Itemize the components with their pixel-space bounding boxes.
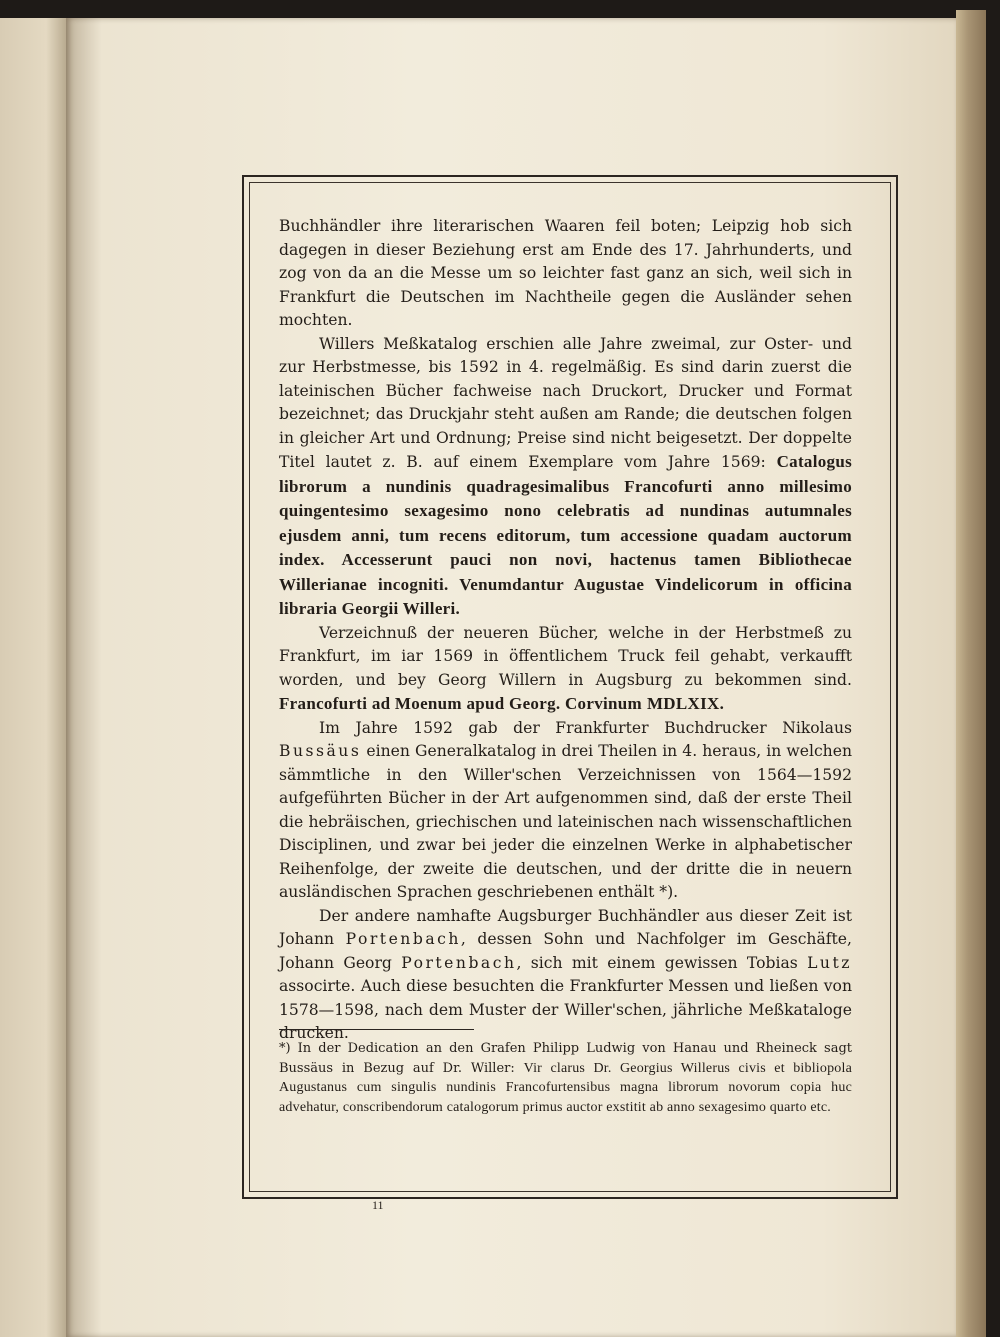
paragraph-4 — [279, 717, 852, 905]
page-number: 11 — [372, 1198, 384, 1212]
paragraph-5-c: , sich mit einem gewissen Tobias — [516, 953, 798, 972]
name-bussaeus: Bussäus — [279, 742, 362, 760]
imprint-latin: Francofurti ad Moenum apud Georg. Corvinum — [279, 694, 642, 713]
footnote-latin: Vir clarus Dr. Georgius Willerus civis et bibliopola Augustanus cum singulis nundinis Francofurtensibus magna librorum novorum copia huc advehatur, conscribendorum catalogorum primus auctor exstitit ab anno sexagesimo quarto etc. — [279, 1060, 852, 1115]
book-edge — [956, 10, 986, 1337]
left-page-edge — [0, 18, 66, 1337]
paragraph-2 — [279, 333, 852, 622]
paragraph-5-b: , dessen Sohn und Nachfolger im Geschäfte, Johann Georg — [279, 930, 852, 972]
paragraph-2-intro: Willers Meßkatalog erschien alle Jahre zweimal, zur Oster- und zur Herbstmesse, bis 1592 in 4. regelmäßig. Es sind darin zuerst die lateinischen Bücher fachweise nach Druckort, Drucker und Format bezeichnet; das Druckjahr steht außen am Rande; die deutschen folgen in gleicher Art und Ordnung; Preise sind nicht beigesetzt. Der doppelte Titel lautet z. B. auf einem Exemplare vom Jahre 1569: — [279, 334, 852, 471]
name-portenbach-2: Portenbach — [401, 953, 517, 972]
paragraph-3 — [279, 622, 852, 717]
footnote-german: *) In der Dedication an den Grafen Philipp Ludwig von Hanau und Rheineck sagt Bussäus in Bezug auf Dr. Willer: — [279, 1041, 852, 1076]
footnote-rule — [279, 1029, 474, 1030]
catalog-latin-title: Catalogus librorum a nundinis quadragesimalibus Francofurti anno millesimo quingentesimo sexagesimo nono celebratis ad nundinas autumnales ejusdem anni, tum recens editorum, tum accessione quadam auctorum index. Accesserunt pauci non novi, hactenus tamen Bibliothecae Willerianae incogniti. Venumdantur Augustae Vindelicorum in officina libraria Georgii Willeri. — [279, 452, 852, 618]
footnote — [279, 1039, 852, 1117]
paragraph-5-d: associrte. Auch diese besuchten die Frankfurter Messen und ließen von 1578—1598, nach dem Muster der Willer'schen, jährliche Meßkataloge drucken. — [279, 977, 852, 1042]
paragraph-1: Buchhändler ihre literarischen Waaren feil boten; Leipzig hob sich dagegen in dieser Beziehung erst am Ende des 17. Jahrhunderts, und zog von da an die Messe um so leichter fast ganz an sich, weil sich in Frankfurt die Deutschen im Nachtheile gegen die Ausländer sehen mochten. — [279, 217, 852, 329]
name-lutz: Lutz — [807, 953, 852, 972]
catalog-german-title: Verzeichnuß der neueren Bücher, welche in der Herbstmeß zu Frankfurt, im iar 1569 in öffentlichem Truck feil gehabt, verkaufft worden, und bey Georg Willern in Augsburg zu bekommen sind. — [279, 623, 852, 689]
book-page — [66, 18, 956, 1337]
imprint-year: MDLXIX. — [646, 694, 725, 713]
paragraph-5 — [279, 905, 852, 1046]
paragraph-4-a: Im Jahre 1592 gab der Frankfurter Buchdrucker Nikolaus — [319, 718, 852, 737]
paragraph-4-b: einen Generalkatalog in drei Theilen in 4. heraus, in welchen sämmtliche in den Willer'schen Verzeichnissen von 1564—1592 aufgeführten Bücher in der Art aufgenommen sind, daß der erste Theil die hebräischen, griechischen und lateinischen nach wissenschaftlichen Disciplinen, und zwar bei jeder die einzelnen Werke in alphabetischer Reihenfolge, der zweite die deutschen, und der dritte die in neuern ausländischen Sprachen geschriebenen enthält *). — [279, 742, 852, 901]
text-frame — [242, 175, 898, 1199]
name-portenbach-1: Portenbach — [345, 930, 461, 948]
main-text — [279, 215, 852, 1046]
paragraph-5-a: Der andere namhafte Augsburger Buchhändler aus dieser Zeit ist Johann — [279, 906, 852, 948]
